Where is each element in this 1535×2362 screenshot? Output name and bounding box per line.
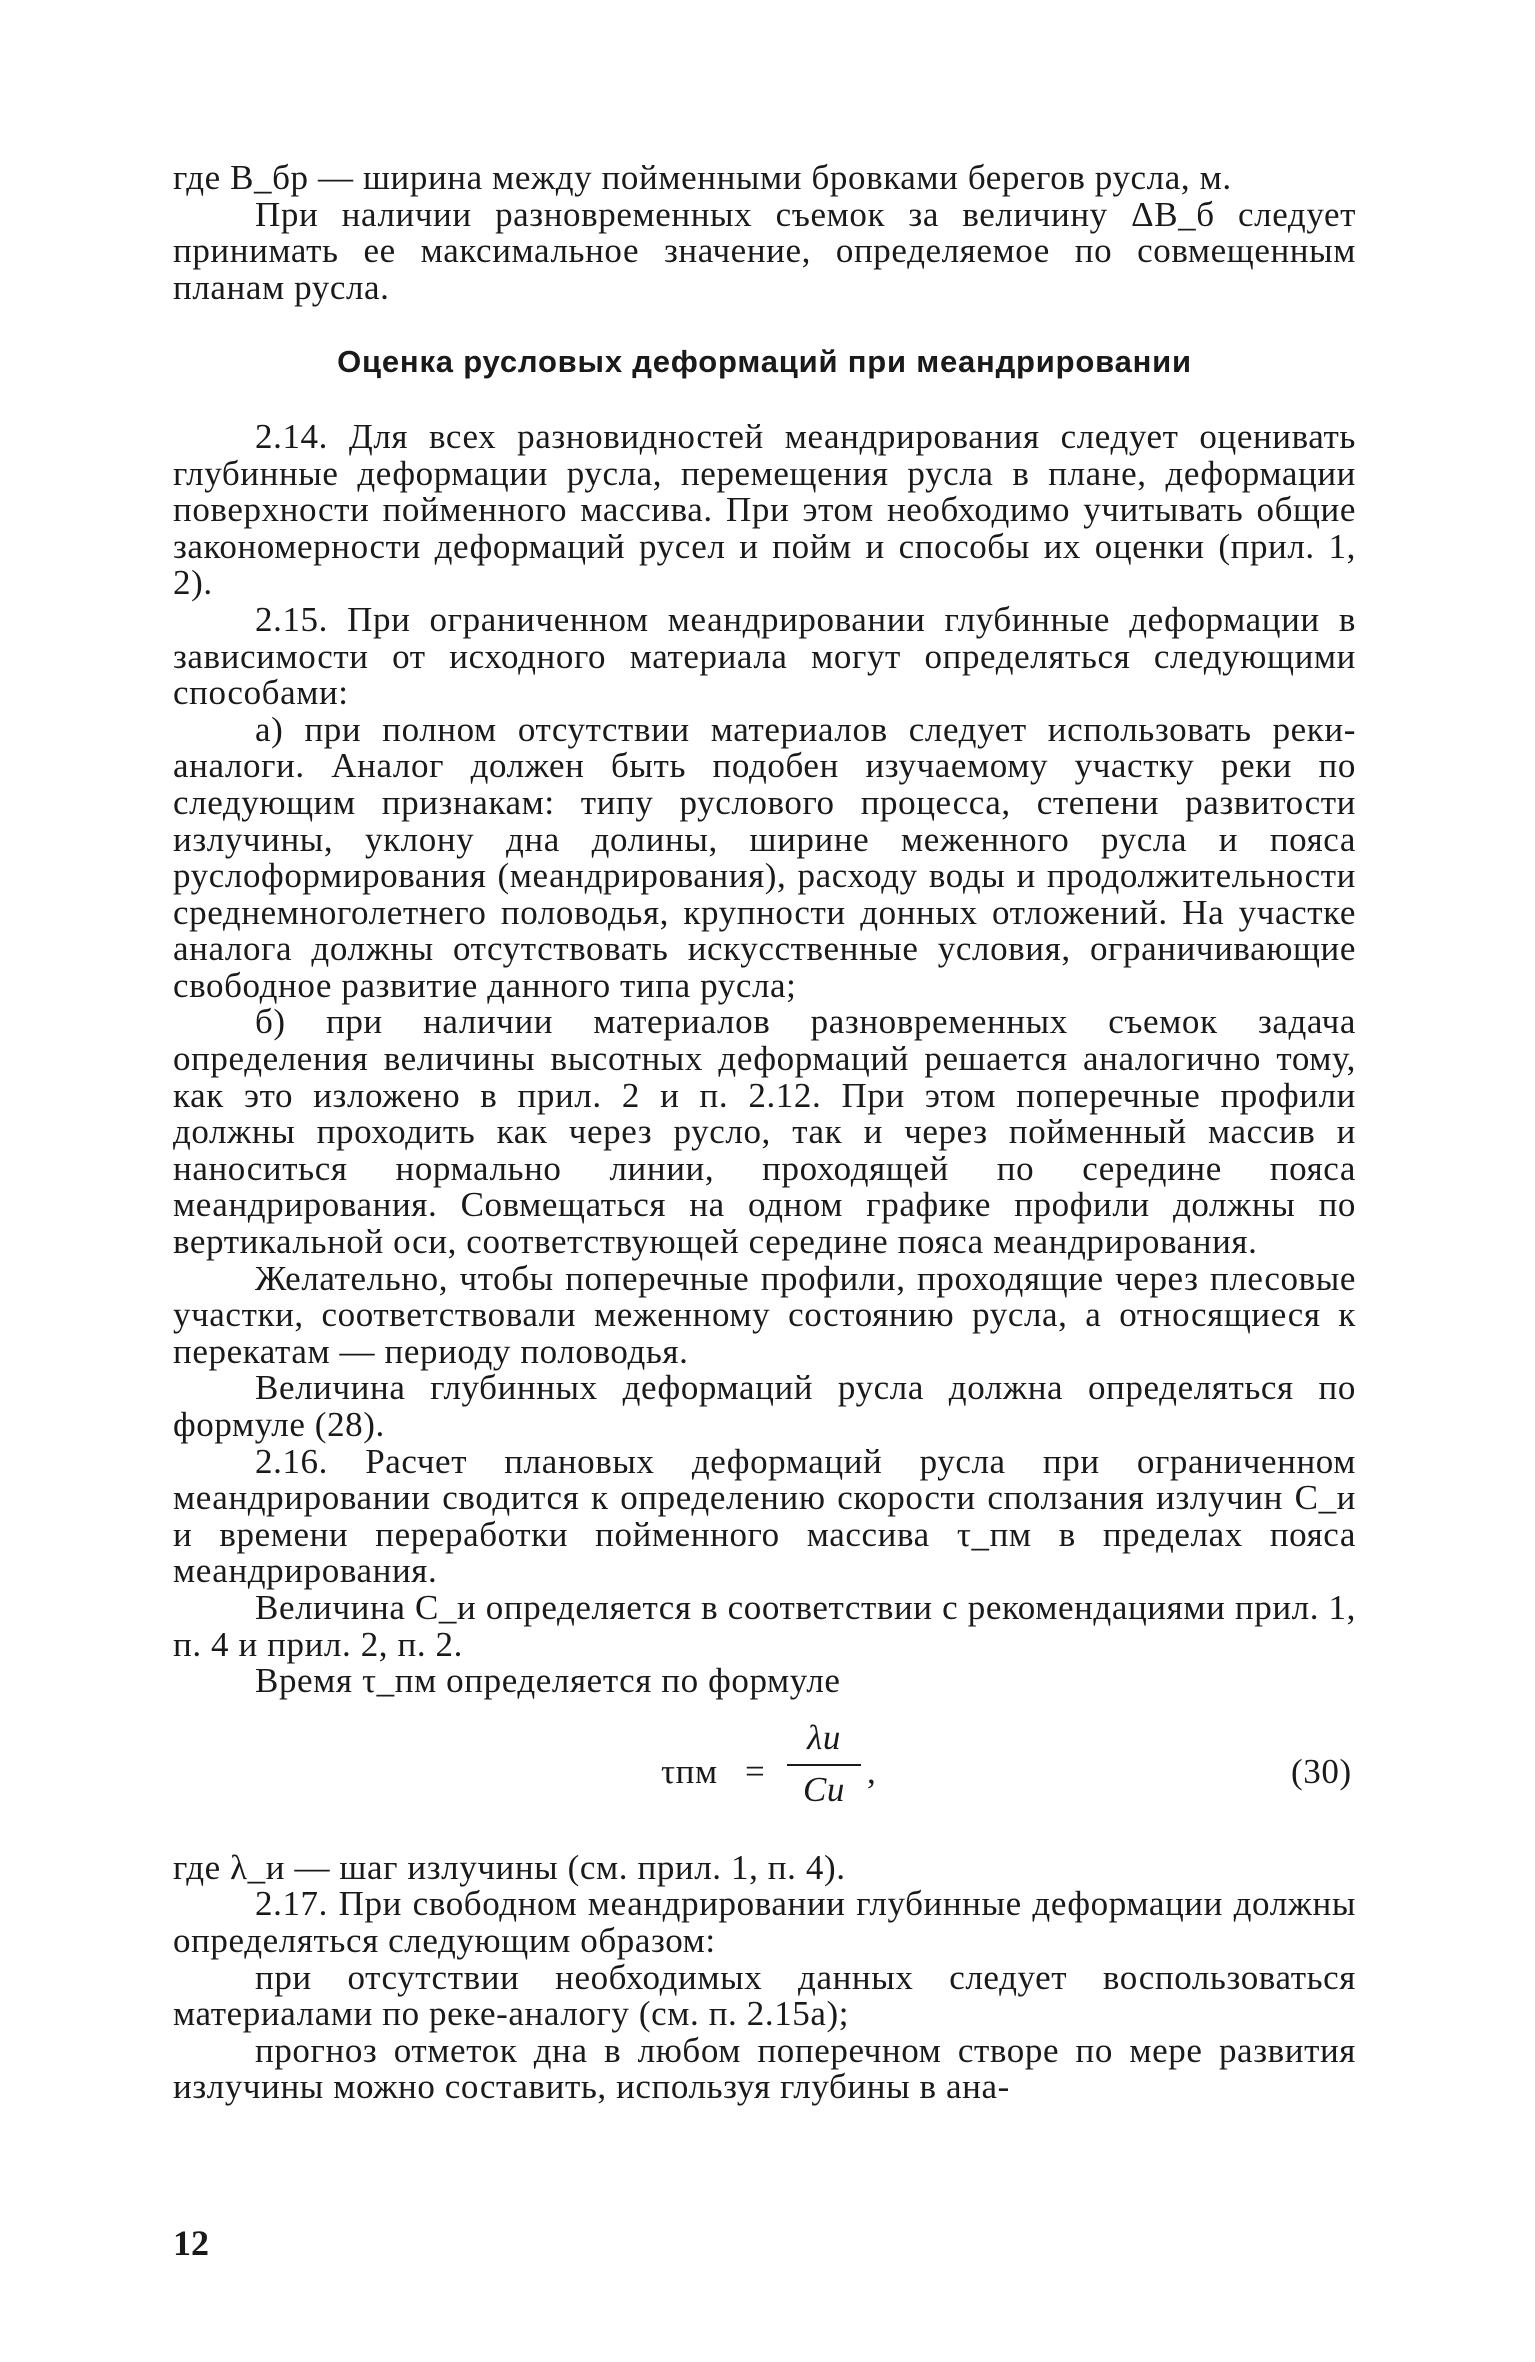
section-heading: Оценка русловых деформаций при меандрировании (337, 344, 1192, 380)
formula-denominator: Cи (802, 1769, 846, 1809)
fraction-bar (787, 1764, 861, 1766)
paragraph-analog: при отсутствии необходимых данных следует воспользоваться материалами по реке-аналогу (см. п. 2.15а); (173, 1957, 1356, 2034)
formula-lhs: τпм (661, 1751, 718, 1791)
formula-equals: = (745, 1751, 766, 1791)
paragraph-c-value: Величина C_и определяется в соответствии с рекомендациями прил. 1, п. 4 и прил. 2, п. 2. (173, 1587, 1356, 1664)
paragraph-2-15: 2.15. При ограниченном меандрировании глубинные деформации в зависимости от исходного материала могут определяться следующими способами: (173, 599, 1356, 713)
formula-30 (173, 1717, 1356, 1836)
paragraph-step-definition: где λ_и — шаг излучины (см. прил. 1, п. 4). (173, 1847, 846, 1887)
paragraph-2-14: 2.14. Для всех разновидностей меандрирования следует оценивать глубинные деформации русла, перемещения русла в плане, деформации поверхности пойменного массива. При этом необходимо учитывать общие закономерности деформаций русел и пойм и способы их оценки (прил. 1, 2). (173, 416, 1356, 603)
paragraph-2-16: 2.16. Расчет плановых деформаций русла при ограниченном меандрировании сводится к определению скорости сползания излучин C_и и времени переработки пойменного массива τ_пм в пределах пояса меандрирования. (173, 1441, 1356, 1591)
formula-comma: , (867, 1751, 877, 1791)
paragraph-desirable: Желательно, чтобы поперечные профили, проходящие через плесовые участки, соответствовали меженному состоянию русла, а относящиеся к перекатам — периоду половодья. (173, 1258, 1356, 1371)
page-body (173, 160, 1356, 2106)
paragraph-2-17: 2.17. При свободном меандрировании глубинные деформации должны определяться следующим образом: (173, 1884, 1356, 1960)
paragraph-p1: где B_бр — ширина между пойменными бровками берегов русла, м. (173, 158, 1232, 197)
paragraph-depth-formula: Величина глубинных деформаций русла должна определяться по формуле (28). (173, 1368, 1356, 1444)
formula-fraction (783, 1717, 865, 1814)
paragraph-2-15-a: а) при полном отсутствии материалов следует использовать реки-аналоги. Аналог должен быть подобен изучаемому участку реки по следующим признакам: типу руслового процесса, степени развитости излучины, уклону дна долины, ширине меженного русла и пояса руслоформирования (меандрирования), расходу воды и продолжительности среднемноголетнего половодья, крупности донных отложений. На участке аналога должны отсутствовать искусственные условия, ограничивающие свободное развитие данного типа русла; (173, 709, 1356, 1005)
paragraph-time-intro: Время τ_пм определяется по формуле (255, 1661, 841, 1701)
page-number: 12 (173, 2223, 209, 2263)
formula-number: (30) (1291, 1751, 1352, 1791)
formula-numerator: λи (807, 1717, 841, 1757)
paragraph-forecast: прогноз отметок дна в любом поперечном створе по мере развития излучины можно составить, используя глубины в ана- (173, 2030, 1356, 2107)
paragraph-2-15-b: б) при наличии материалов разновременных съемок задача определения величины высотных деформаций решается аналогично тому, как это изложено в прил. 2 и п. 2.12. При этом поперечные профили должны проходить как через русло, так и через пойменный массив и наноситься нормально линии, проходящей по середине пояса меандрирования. Совмещаться на одном графике профили должны по вертикальной оси, соответствующей середине пояса меандрирования. (173, 1002, 1356, 1262)
paragraph-p2: При наличии разновременных съемок за величину ΔB_б следует принимать ее максимальное значение, определяемое по совмещенным планам русла. (173, 194, 1356, 307)
